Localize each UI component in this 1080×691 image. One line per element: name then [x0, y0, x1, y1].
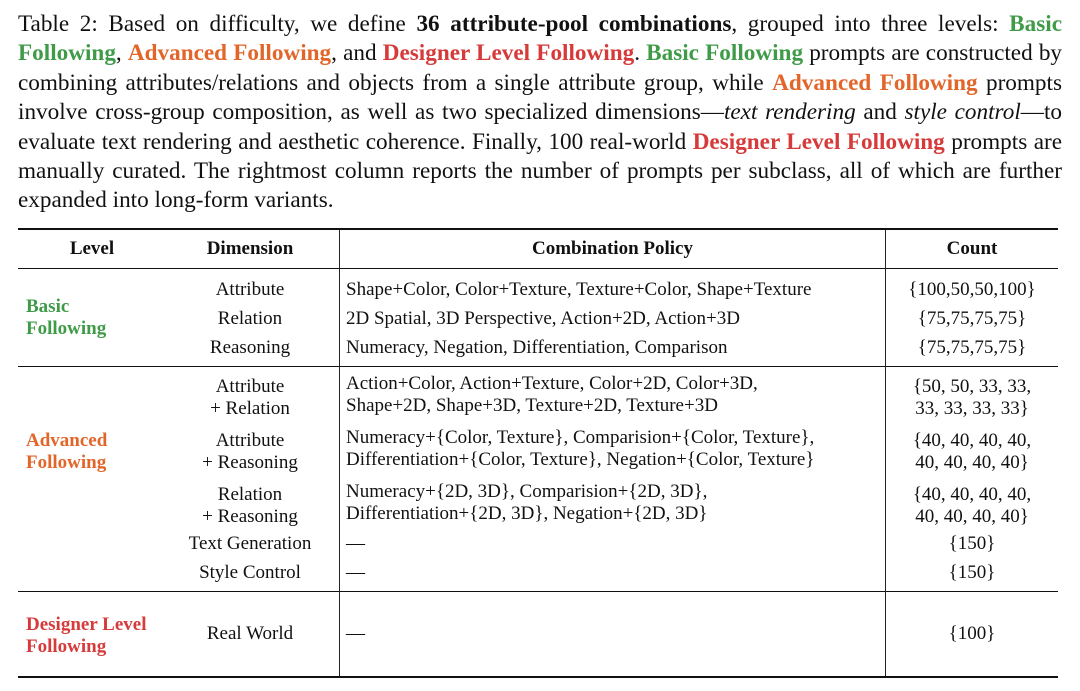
dimension-cell: Real World: [206, 623, 294, 644]
caption-text: , grouped into three levels:: [731, 11, 1010, 37]
count-cell: [886, 484, 1058, 528]
caption-advanced-following: Advanced Following: [127, 40, 332, 67]
policy-cell: [346, 481, 708, 525]
caption-advanced-following: Advanced Following: [772, 69, 978, 96]
level-basic-following: [26, 296, 106, 340]
dimension-line: Relation: [217, 484, 283, 505]
policy-cell: —: [346, 533, 365, 554]
caption-designer-following: Designer Level Following: [382, 40, 635, 67]
dimension-line: Attribute: [215, 376, 285, 397]
dimension-cell: Attribute: [215, 279, 285, 300]
policy-cell: Numeracy, Negation, Differentiation, Comparison: [346, 337, 728, 358]
dimension-line: + Reasoning: [202, 452, 298, 473]
header-rule: [18, 268, 1058, 269]
policy-line: Numeracy+{Color, Texture}, Comparision+{Color, Texture},: [346, 427, 815, 448]
dimension-line: + Reasoning: [202, 506, 298, 527]
dimension-cell: [164, 376, 336, 420]
level-designer-following: [26, 614, 147, 658]
level-advanced-following: [26, 430, 107, 474]
basic-section-rule: [18, 366, 1058, 367]
count-line: {40, 40, 40, 40,: [912, 430, 1032, 451]
count-line: {40, 40, 40, 40,: [912, 484, 1032, 505]
caption-italic-text-rendering: text rendering: [723, 99, 856, 126]
caption-text: , and: [331, 40, 383, 67]
dimension-line: + Relation: [210, 398, 290, 419]
count-line: 40, 40, 40, 40}: [915, 506, 1029, 527]
table-caption: [18, 10, 1062, 216]
caption-basic-following: Basic Following: [18, 11, 1062, 67]
count-cell: {100,50,50,100}: [908, 279, 1036, 300]
caption-text: Table 2: Based on difficulty, we define: [18, 11, 417, 37]
level-label-line: Following: [26, 318, 107, 339]
top-rule: [18, 228, 1058, 230]
caption-text: .: [634, 40, 647, 67]
policy-cell: 2D Spatial, 3D Perspective, Action+2D, Action+3D: [346, 308, 740, 329]
header-count: Count: [946, 238, 998, 259]
caption-text: ,: [115, 40, 128, 67]
count-cell: {75,75,75,75}: [917, 337, 1027, 358]
level-label-line: Advanced: [26, 430, 108, 451]
count-cell: [886, 376, 1058, 420]
header-dimension: Dimension: [206, 238, 294, 259]
count-line: 40, 40, 40, 40}: [915, 452, 1029, 473]
dimension-cell: Text Generation: [188, 533, 312, 554]
policy-cell: [346, 373, 758, 417]
column-divider-policy: [339, 230, 340, 676]
policy-cell: [346, 427, 814, 471]
count-cell: [886, 430, 1058, 474]
caption-bold-phrase: 36 attribute-pool combinations: [416, 11, 732, 37]
level-label-line: Basic: [26, 296, 70, 317]
caption-text: —to evaluate text rendering and aesthetic coherence. Finally, 100 real-world: [18, 99, 1062, 155]
level-label-line: Following: [26, 636, 107, 657]
dimension-cell: [164, 430, 336, 474]
caption-designer-following: Designer Level Following: [692, 128, 945, 155]
count-cell: {150}: [948, 562, 996, 583]
bottom-rule: [18, 676, 1058, 678]
policy-line: Differentiation+{2D, 3D}, Negation+{2D, 3D}: [346, 503, 708, 524]
policy-line: Differentiation+{Color, Texture}, Negation+{Color, Texture}: [346, 449, 815, 470]
count-line: 33, 33, 33, 33}: [915, 398, 1029, 419]
count-cell: {75,75,75,75}: [917, 308, 1027, 329]
advanced-section-rule: [18, 591, 1058, 592]
caption-text: prompts involve cross-group composition, as well as two specialized dimensions—: [18, 69, 1062, 126]
dimension-cell: Reasoning: [209, 337, 291, 358]
policy-line: Numeracy+{2D, 3D}, Comparision+{2D, 3D},: [346, 481, 708, 502]
header-level: Level: [69, 238, 115, 259]
level-label-line: Designer Level: [26, 614, 147, 635]
count-line: {50, 50, 33, 33,: [912, 376, 1032, 397]
header-combination-policy: Combination Policy: [532, 238, 693, 259]
dimension-line: Attribute: [215, 430, 285, 451]
policy-cell: —: [346, 562, 365, 583]
dimension-cell: [164, 484, 336, 528]
caption-text: prompts are constructed by combining attributes/relations and objects from a single attribute group, while: [18, 40, 1063, 96]
dimension-cell: Style Control: [199, 562, 301, 583]
policy-line: Action+Color, Action+Texture, Color+2D, Color+3D,: [346, 373, 758, 394]
caption-basic-following: Basic Following: [646, 40, 804, 67]
dimension-cell: Relation: [217, 308, 283, 329]
count-cell: {100}: [948, 623, 996, 644]
caption-text: prompts are manually curated. The rightmost column reports the number of prompts per subclass, all of which are further expanded into long-form variants.: [18, 128, 1062, 214]
policy-cell: Shape+Color, Color+Texture, Texture+Color, Shape+Texture: [346, 279, 812, 300]
count-cell: {150}: [948, 533, 996, 554]
policy-line: Shape+2D, Shape+3D, Texture+2D, Texture+3D: [346, 395, 718, 416]
policy-cell: —: [346, 623, 365, 644]
caption-italic-style-control: style control: [904, 99, 1021, 126]
caption-text: and: [855, 99, 905, 126]
level-label-line: Following: [26, 452, 107, 473]
